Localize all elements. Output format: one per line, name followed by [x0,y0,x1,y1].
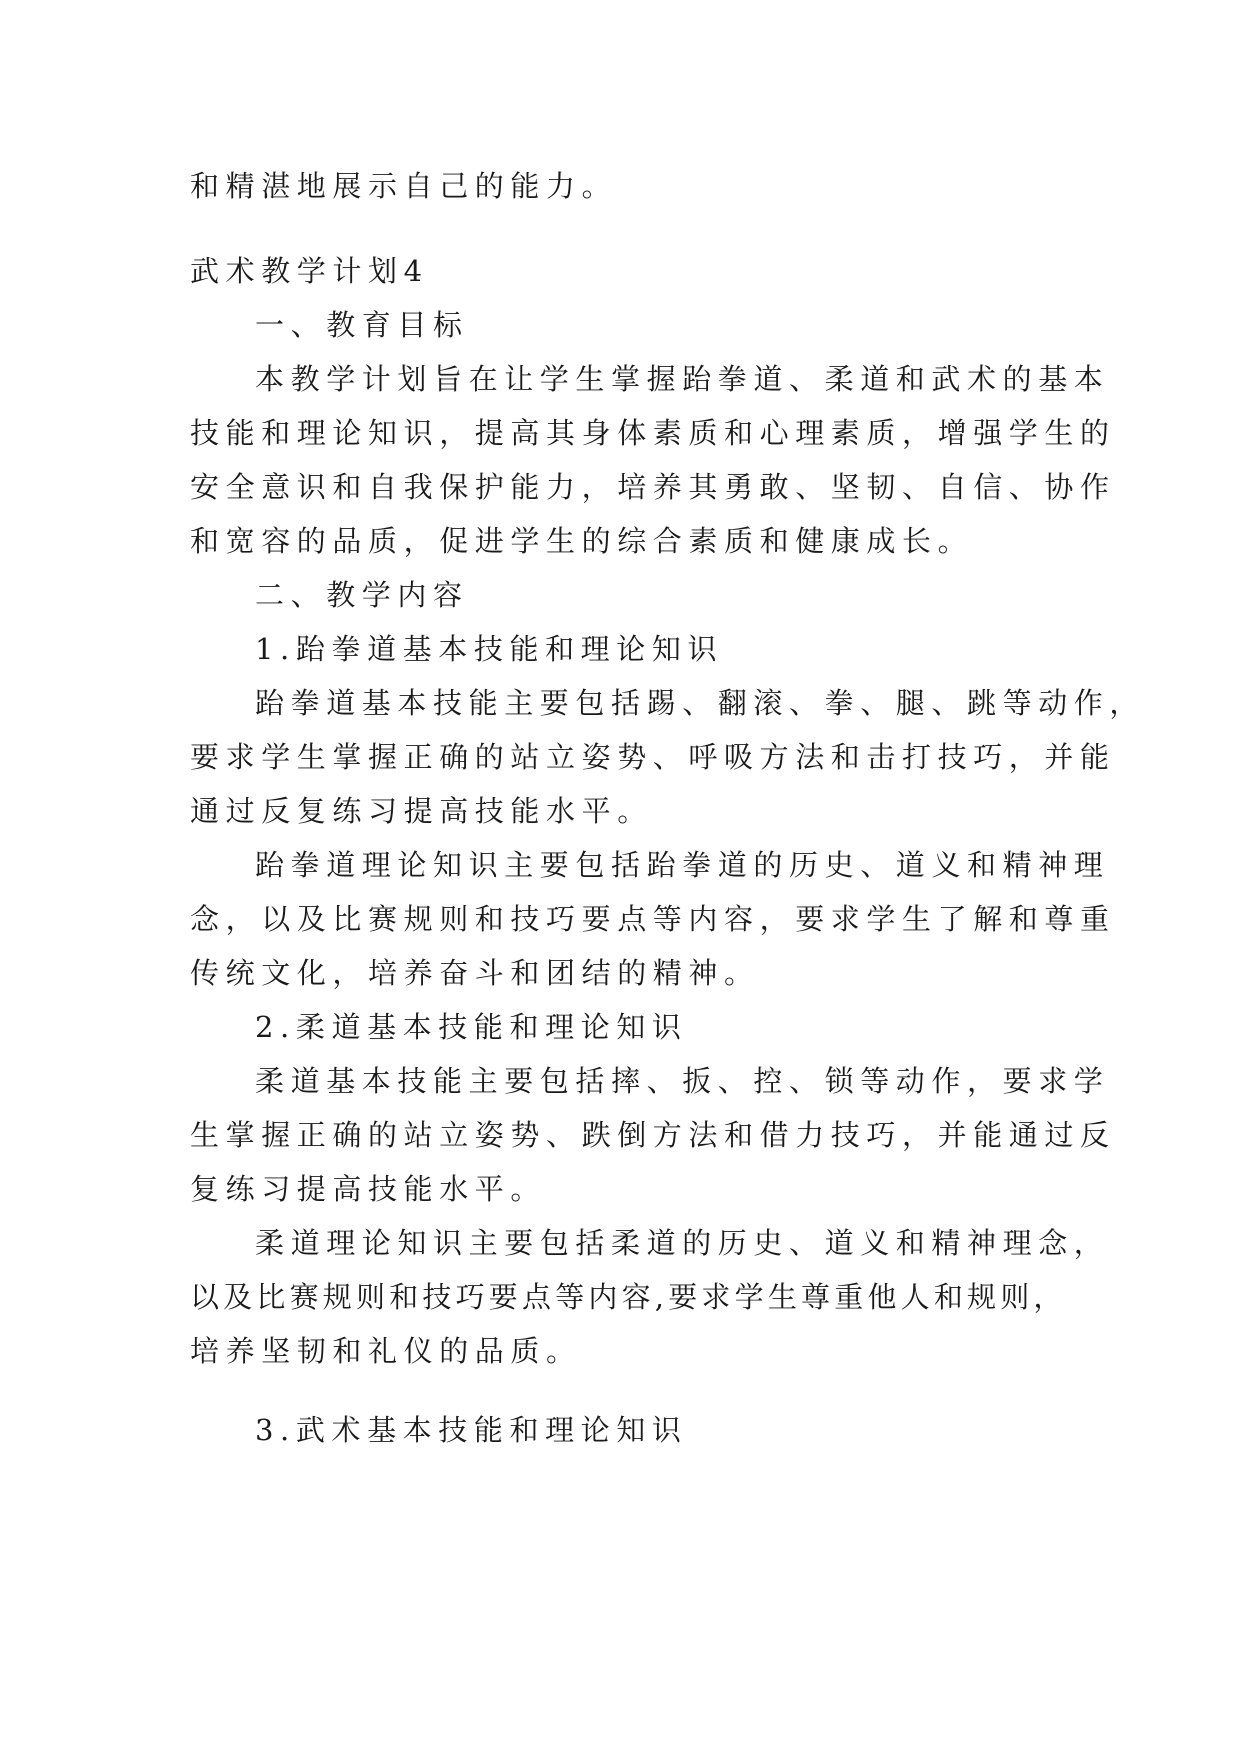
paragraph-line: 本教学计划旨在让学生掌握跆拳道、柔道和武术的基本 [255,362,1110,396]
paragraph-line: 柔道基本技能主要包括摔、扳、控、锁等动作，要求学 [255,1064,1110,1098]
paragraph-line: 通过反复练习提高技能水平。 [190,794,653,828]
paragraph-line: 安全意识和自我保护能力，培养其勇敢、坚韧、自信、协作 [190,470,1116,504]
subheading-wushu: 3.武术基本技能和理论知识 [255,1413,688,1447]
paragraph-line: 跆拳道基本技能主要包括踢、翻滚、拳、腿、跳等动作， [255,686,1146,720]
paragraph-line: 复练习提高技能水平。 [190,1172,547,1206]
paragraph-line: 念，以及比赛规则和技巧要点等内容，要求学生了解和尊重 [190,902,1116,936]
paragraph-line: 传统文化，培养奋斗和团结的精神。 [190,956,760,990]
paragraph-line: 柔道理论知识主要包括柔道的历史、道义和精神理念， [255,1226,1110,1260]
heading-teaching-content: 二、教学内容 [255,578,469,612]
paragraph-line: 和宽容的品质，促进学生的综合素质和健康成长。 [190,524,974,558]
paragraph-line: 以及比赛规则和技巧要点等内容,要求学生尊重他人和规则， [190,1280,1067,1314]
heading-education-goals: 一、教育目标 [255,308,469,342]
paragraph-line: 要求学生掌握正确的站立姿势、呼吸方法和击打技巧，并能 [190,740,1116,774]
paragraph-line: 和精湛地展示自己的能力。 [190,169,618,203]
paragraph-line: 技能和理论知识，提高其身体素质和心理素质，增强学生的 [190,416,1116,450]
paragraph-line: 培养坚韧和礼仪的品质。 [190,1334,582,1368]
paragraph-line: 生掌握正确的站立姿势、跌倒方法和借力技巧，并能通过反 [190,1118,1116,1152]
paragraph-line: 跆拳道理论知识主要包括跆拳道的历史、道义和精神理 [255,848,1110,882]
subheading-judo: 2.柔道基本技能和理论知识 [255,1010,688,1044]
section-title: 武术教学计划4 [190,254,429,288]
subheading-taekwondo: 1.跆拳道基本技能和理论知识 [255,632,724,666]
